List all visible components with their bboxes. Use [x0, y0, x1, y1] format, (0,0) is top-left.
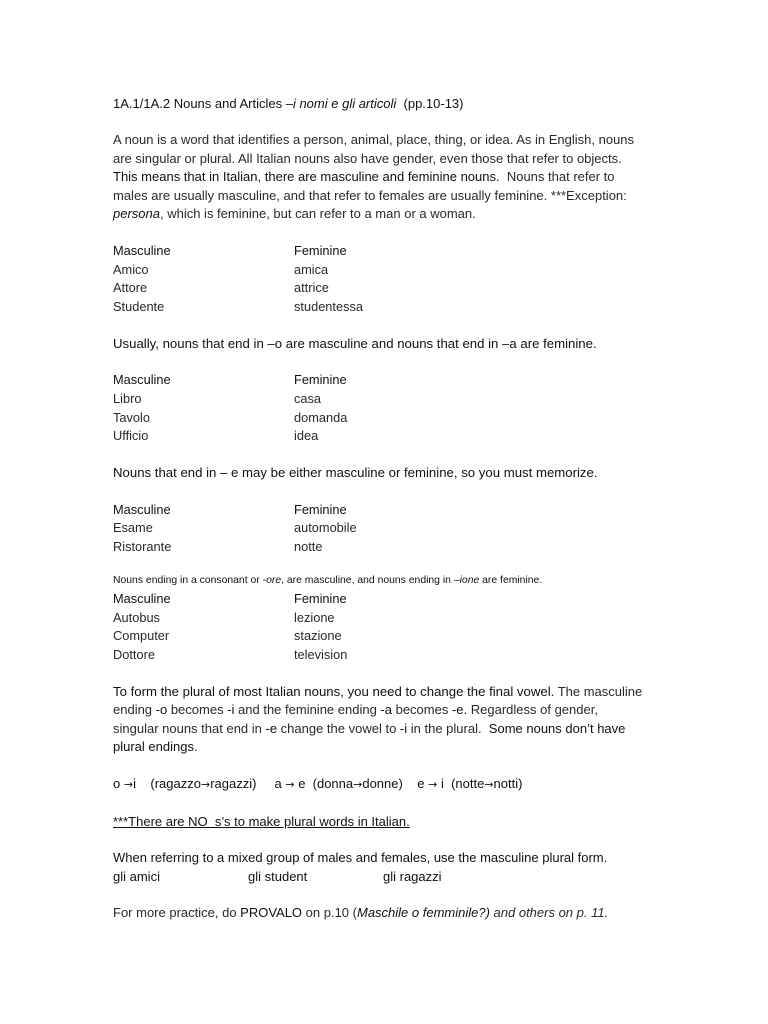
rule-italic: ore: [266, 574, 282, 586]
rule-text: are feminine.: [479, 574, 543, 586]
example-text: donne): [362, 776, 403, 792]
arrow-icon: →: [200, 778, 211, 792]
practice-italic: Maschile o femminile?): [356, 905, 490, 921]
table-header: [113, 590, 673, 609]
plural-text: becomes: [391, 702, 452, 718]
vowel-examples: [113, 775, 673, 795]
intro-text: Nouns that refer to: [499, 169, 615, 185]
feminine-noun: idea: [294, 428, 319, 444]
noun-table-3: [113, 501, 673, 557]
masculine-header: Masculine: [113, 242, 171, 258]
intro-line: males are usually masculine, and that refer to females are usually feminine. ***Exception:: [113, 187, 627, 203]
practice-text: on p.10 (: [302, 905, 357, 921]
intro-italic: persona: [113, 206, 160, 222]
noun-table-1: [113, 242, 673, 317]
table-row: [113, 538, 673, 557]
plural-example: gli ragazzi: [383, 868, 442, 884]
plural-emphasis: Some nouns don’t have: [488, 720, 626, 736]
feminine-noun: notte: [294, 539, 323, 555]
plural-text: Regardless of gender,: [467, 702, 598, 718]
masculine-noun: Tavolo: [113, 409, 150, 425]
plural-line: plural endings.: [113, 739, 198, 755]
plural-text: becomes: [167, 702, 228, 718]
example-text: notti): [493, 776, 523, 792]
table-row: [113, 609, 673, 628]
plural-ending: -o: [155, 702, 168, 718]
feminine-noun: casa: [294, 391, 322, 407]
document-page: [113, 88, 673, 923]
example-text: e: [402, 776, 429, 792]
table-row: [113, 519, 673, 538]
practice-text: For more practice, do: [113, 905, 241, 921]
masculine-header: Masculine: [113, 372, 171, 388]
arrow-icon: →: [484, 778, 494, 792]
table-header: [113, 501, 673, 520]
feminine-noun: attrice: [294, 280, 329, 296]
intro-line: are singular or plural. All Italian nouns also have gender, even those that refer to objects.: [113, 150, 622, 166]
feminine-noun: lezione: [294, 609, 335, 625]
plural-emphasis: To form the plural of most Italian nouns, you need to change the final vowel.: [113, 683, 555, 699]
arrow-icon: →: [428, 778, 438, 792]
arrow-icon: →: [353, 778, 363, 792]
intro-line: [113, 205, 673, 224]
rule-text: , are masculine, and nouns ending in –: [281, 574, 460, 586]
noun-table-4: [113, 590, 673, 665]
masculine-noun: Computer: [113, 628, 170, 644]
masculine-noun: Studente: [113, 299, 165, 315]
masculine-header: Masculine: [113, 501, 171, 517]
mixed-group-rule: When referring to a mixed group of males and females, use the masculine plural form.: [113, 850, 608, 866]
feminine-noun: studentessa: [294, 299, 364, 315]
plural-example: gli student: [248, 868, 308, 884]
masculine-noun: Autobus: [113, 609, 160, 625]
masculine-noun: Ristorante: [113, 539, 172, 555]
masculine-noun: Dottore: [113, 647, 155, 662]
masculine-noun: Attore: [113, 280, 148, 296]
table-header: [113, 242, 673, 261]
feminine-noun: television: [294, 647, 348, 662]
example-text: i (ragazzo: [133, 776, 201, 792]
plural-text: in the plural.: [407, 720, 489, 736]
intro-line: A noun is a word that identifies a person, animal, place, thing, or idea. As in English, nouns: [113, 132, 635, 147]
plural-line: [113, 683, 673, 702]
table-row: [113, 390, 673, 409]
title-italic: i nomi e gli articoli: [292, 96, 397, 111]
plural-example-list: [113, 868, 673, 887]
masculine-noun: Amico: [113, 261, 149, 277]
table-row: [113, 646, 673, 665]
plural-ending: -e.: [451, 702, 468, 718]
plural-paragraph: [113, 683, 673, 757]
masculine-noun: Ufficio: [113, 428, 149, 444]
rule-o-a: Usually, nouns that end in –o are masculine and nouns that end in –a are feminine.: [113, 335, 597, 351]
example-text: ragazzi): [210, 776, 257, 792]
feminine-noun: amica: [294, 261, 329, 277]
no-s-note: ***There are NO s’s to make plural words in Italian.: [113, 813, 410, 829]
table-row: [113, 298, 673, 317]
feminine-header: Feminine: [294, 501, 347, 517]
plural-line: [113, 720, 673, 739]
feminine-noun: automobile: [294, 520, 357, 536]
intro-paragraph: [113, 131, 673, 224]
table-row: [113, 261, 673, 280]
plural-ending: -i: [399, 720, 408, 736]
noun-table-2: [113, 371, 673, 446]
plural-ending: -i: [227, 702, 235, 718]
plural-ending: -e: [265, 720, 278, 736]
document-title: [113, 95, 673, 113]
rule-text: Nouns ending in a consonant or -: [113, 574, 267, 586]
plural-example: gli amici: [113, 868, 160, 884]
intro-line: [113, 168, 673, 187]
rule-e: Nouns that end in – e may be either masculine or feminine, so you must memorize.: [113, 465, 598, 481]
masculine-noun: Libro: [113, 391, 142, 407]
example-text: a: [256, 776, 286, 792]
practice-italic: and others on p. 11.: [489, 905, 609, 921]
table-row: [113, 409, 673, 428]
plural-ending: -a: [380, 702, 392, 718]
title-prefix: 1A.1/1A.2 Nouns and Articles –: [113, 96, 293, 111]
example-text: i (notte: [437, 776, 485, 792]
plural-text: The masculine: [554, 683, 643, 699]
plural-text: singular nouns that end in: [113, 720, 266, 736]
plural-text: ending: [113, 702, 156, 718]
rule-italic: ione: [459, 574, 480, 586]
table-row: [113, 279, 673, 298]
feminine-header: Feminine: [294, 242, 347, 258]
masculine-noun: Esame: [113, 520, 153, 536]
plural-text: change the vowel to: [277, 720, 400, 736]
table-header: [113, 371, 673, 390]
plural-line: [113, 701, 673, 720]
intro-emphasis: This means that in Italian, there are masculine and feminine nouns.: [113, 169, 500, 185]
example-text: e (donna: [294, 776, 354, 792]
feminine-noun: stazione: [294, 628, 342, 644]
feminine-header: Feminine: [294, 590, 347, 606]
table-row: [113, 627, 673, 646]
practice-note: [113, 904, 673, 923]
feminine-noun: domanda: [294, 409, 348, 425]
masculine-header: Masculine: [113, 590, 171, 606]
practice-emphasis: PROVALO: [240, 905, 303, 921]
rule-consonant: [113, 574, 673, 588]
plural-text: and the feminine ending: [234, 702, 381, 718]
feminine-header: Feminine: [294, 372, 347, 388]
example-text: o: [113, 776, 124, 792]
table-row: [113, 427, 673, 446]
title-pages: (pp.10-13): [396, 96, 464, 111]
arrow-icon: →: [285, 778, 295, 792]
arrow-icon: →: [123, 778, 134, 792]
intro-text: , which is feminine, but can refer to a man or a woman.: [159, 206, 476, 222]
